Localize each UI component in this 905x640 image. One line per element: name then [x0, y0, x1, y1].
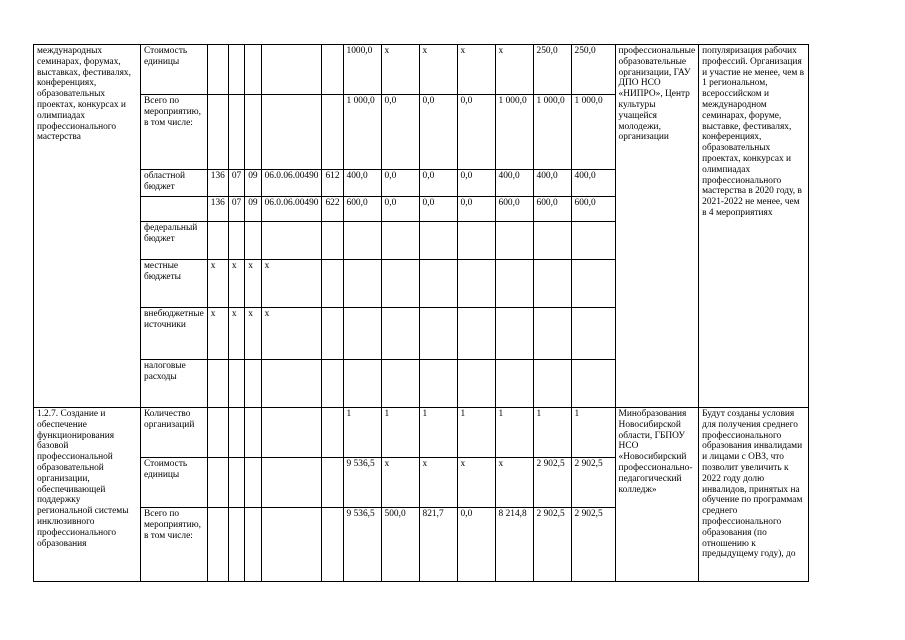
budget-code-cell — [322, 95, 343, 170]
budget-code-cell: 07 — [228, 170, 244, 197]
budget-code-cell — [207, 408, 228, 458]
value-cell: 0,0 — [419, 170, 457, 197]
budget-code-cell — [261, 222, 322, 260]
value-cell — [419, 360, 457, 408]
budget-code-cell — [322, 45, 343, 95]
value-cell — [381, 222, 419, 260]
value-cell — [533, 260, 571, 308]
value-cell — [457, 260, 495, 308]
budget-code-cell — [322, 458, 343, 508]
value-cell: 2 902,5 — [533, 458, 571, 508]
value-cell: 0,0 — [381, 170, 419, 197]
budget-code-cell — [322, 508, 343, 582]
section-b-body — [34, 408, 809, 582]
budget-code-cell — [228, 45, 244, 95]
budget-code-cell: х — [245, 308, 261, 360]
budget-code-cell — [207, 95, 228, 170]
value-cell — [381, 308, 419, 360]
value-cell: 0,0 — [381, 197, 419, 222]
value-cell: 9 536,5 — [343, 508, 381, 582]
value-cell: х — [419, 458, 457, 508]
value-cell: 1 000,0 — [495, 95, 533, 170]
budget-code-cell — [261, 408, 322, 458]
value-cell: 250,0 — [571, 45, 615, 95]
value-cell: 2 902,5 — [571, 508, 615, 582]
budget-code-cell — [245, 45, 261, 95]
row-label: налоговые расходы — [141, 360, 208, 408]
value-cell: 250,0 — [533, 45, 571, 95]
value-cell: 0,0 — [381, 95, 419, 170]
value-cell: 600,0 — [343, 197, 381, 222]
budget-code-cell — [207, 45, 228, 95]
value-cell — [343, 308, 381, 360]
value-cell: х — [457, 458, 495, 508]
value-cell: 0,0 — [419, 95, 457, 170]
budget-code-cell — [261, 45, 322, 95]
budget-code-cell — [261, 508, 322, 582]
value-cell: 0,0 — [457, 508, 495, 582]
budget-code-cell — [228, 360, 244, 408]
value-cell: х — [457, 45, 495, 95]
value-cell — [571, 222, 615, 260]
budget-code-cell — [245, 508, 261, 582]
table-row — [34, 45, 809, 95]
executor-cell: профессиональные образовательные организации, ГАУ ДПО НСО «НИПРО», Центр культуры учащейся молодежи, организации — [615, 45, 699, 408]
budget-code-cell: 06.0.06.00490 — [261, 197, 322, 222]
value-cell — [533, 308, 571, 360]
budget-code-cell — [207, 458, 228, 508]
value-cell: 1000,0 — [343, 45, 381, 95]
value-cell: 8 214,8 — [495, 508, 533, 582]
value-cell: 600,0 — [495, 197, 533, 222]
budget-code-cell — [207, 222, 228, 260]
value-cell: х — [495, 45, 533, 95]
value-cell: 0,0 — [457, 170, 495, 197]
budget-code-cell — [245, 360, 261, 408]
value-cell: 600,0 — [571, 197, 615, 222]
value-cell — [495, 308, 533, 360]
value-cell: х — [381, 45, 419, 95]
value-cell — [571, 260, 615, 308]
value-cell: 821,7 — [419, 508, 457, 582]
budget-code-cell — [322, 360, 343, 408]
value-cell — [343, 260, 381, 308]
value-cell: 1 — [381, 408, 419, 458]
value-cell — [457, 360, 495, 408]
value-cell: 0,0 — [457, 197, 495, 222]
row-label: Стоимость единицы — [141, 458, 208, 508]
value-cell: х — [495, 458, 533, 508]
budget-code-cell — [228, 458, 244, 508]
expected-result-cell: Будут созданы условия для получения среднего профессионального образования инвалидами и лицами с ОВЗ, что позволит увеличить к 2022 году долю инвалидов, принятых на обучение по программам среднего профессионального образования (по отношению к предыдущему году), до — [699, 408, 809, 582]
value-cell — [495, 222, 533, 260]
budget-code-cell — [245, 458, 261, 508]
value-cell: 400,0 — [343, 170, 381, 197]
row-label: Стоимость единицы — [141, 45, 208, 95]
budget-code-cell — [207, 508, 228, 582]
budget-code-cell — [261, 360, 322, 408]
value-cell: 1 000,0 — [533, 95, 571, 170]
value-cell: 400,0 — [495, 170, 533, 197]
row-label: федеральный бюджет — [141, 222, 208, 260]
budget-code-cell — [322, 222, 343, 260]
activity-title: международных семинарах, форумах, выставках, фестивалях, конференциях, образовательных проектах, конкурсах и олимпиадах профессионального мастерства — [34, 45, 141, 408]
value-cell: 600,0 — [533, 197, 571, 222]
value-cell — [533, 360, 571, 408]
row-label — [141, 197, 208, 222]
row-label: Всего по мероприятию, в том числе: — [141, 95, 208, 170]
value-cell — [419, 308, 457, 360]
value-cell — [381, 260, 419, 308]
budget-code-cell: 136 — [207, 170, 228, 197]
budget-code-cell — [245, 95, 261, 170]
budget-code-cell: х — [261, 308, 322, 360]
value-cell: 1 — [419, 408, 457, 458]
value-cell: 400,0 — [571, 170, 615, 197]
value-cell — [495, 260, 533, 308]
row-label: Количество организаций — [141, 408, 208, 458]
value-cell: 1 000,0 — [343, 95, 381, 170]
budget-code-cell — [261, 95, 322, 170]
value-cell — [419, 222, 457, 260]
budget-code-cell: х — [228, 260, 244, 308]
budget-code-cell: 07 — [228, 197, 244, 222]
row-label: областной бюджет — [141, 170, 208, 197]
budget-code-cell: х — [207, 308, 228, 360]
section-a-body — [34, 45, 809, 408]
row-label: внебюджетные источники — [141, 308, 208, 360]
value-cell — [343, 360, 381, 408]
value-cell: 9 536,5 — [343, 458, 381, 508]
value-cell: 1 000,0 — [571, 95, 615, 170]
budget-code-cell — [245, 408, 261, 458]
value-cell: 1 — [457, 408, 495, 458]
value-cell: 1 — [571, 408, 615, 458]
budget-code-cell — [261, 458, 322, 508]
budget-code-cell — [228, 222, 244, 260]
budget-code-cell — [322, 408, 343, 458]
program-table — [33, 44, 809, 582]
value-cell: 0,0 — [457, 95, 495, 170]
row-label: Всего по мероприятию, в том числе: — [141, 508, 208, 582]
value-cell: 2 902,5 — [533, 508, 571, 582]
budget-code-cell: 612 — [322, 170, 343, 197]
budget-code-cell: 136 — [207, 197, 228, 222]
value-cell: 1 — [495, 408, 533, 458]
budget-code-cell — [322, 260, 343, 308]
budget-code-cell — [322, 308, 343, 360]
value-cell — [457, 222, 495, 260]
value-cell — [533, 222, 571, 260]
budget-code-cell — [207, 360, 228, 408]
budget-code-cell: 06.0.06.00490 — [261, 170, 322, 197]
value-cell: 0,0 — [419, 197, 457, 222]
value-cell: 1 — [343, 408, 381, 458]
budget-code-cell — [228, 508, 244, 582]
row-label: местные бюджеты — [141, 260, 208, 308]
value-cell: х — [419, 45, 457, 95]
budget-code-cell — [245, 222, 261, 260]
budget-code-cell: х — [245, 260, 261, 308]
value-cell: х — [381, 458, 419, 508]
value-cell: 500,0 — [381, 508, 419, 582]
budget-code-cell: 622 — [322, 197, 343, 222]
budget-code-cell: х — [261, 260, 322, 308]
budget-code-cell: х — [228, 308, 244, 360]
budget-code-cell: 09 — [245, 197, 261, 222]
value-cell — [381, 360, 419, 408]
expected-result-cell: популяризация рабочих профессий. Организация и участие не менее, чем в 1 региональном, всероссийском и международном семинарах, форуме, выставке, фестивалях, конференциях, образовательных проектах, конкурсах и олимпиадах профессионального мастерства в 2020 году, в 2021-2022 не менее, чем в 4 мероприятиях — [699, 45, 809, 408]
value-cell — [343, 222, 381, 260]
value-cell — [571, 360, 615, 408]
value-cell: 400,0 — [533, 170, 571, 197]
value-cell — [495, 360, 533, 408]
value-cell: 2 902,5 — [571, 458, 615, 508]
value-cell — [457, 308, 495, 360]
budget-code-cell: х — [207, 260, 228, 308]
activity-title: 1.2.7. Создание и обеспечение функционирования базовой профессиональной образовательной организации, обеспечивающей поддержку региональной системы инклюзивного профессионального образования — [34, 408, 141, 582]
value-cell — [419, 260, 457, 308]
value-cell — [571, 308, 615, 360]
budget-code-cell: 09 — [245, 170, 261, 197]
table-row — [34, 408, 809, 458]
budget-code-cell — [228, 408, 244, 458]
executor-cell: Минобразования Новосибирской области, ГБПОУ НСО «Новосибирский профессионально-педагогический колледж» — [615, 408, 699, 582]
budget-code-cell — [228, 95, 244, 170]
value-cell: 1 — [533, 408, 571, 458]
